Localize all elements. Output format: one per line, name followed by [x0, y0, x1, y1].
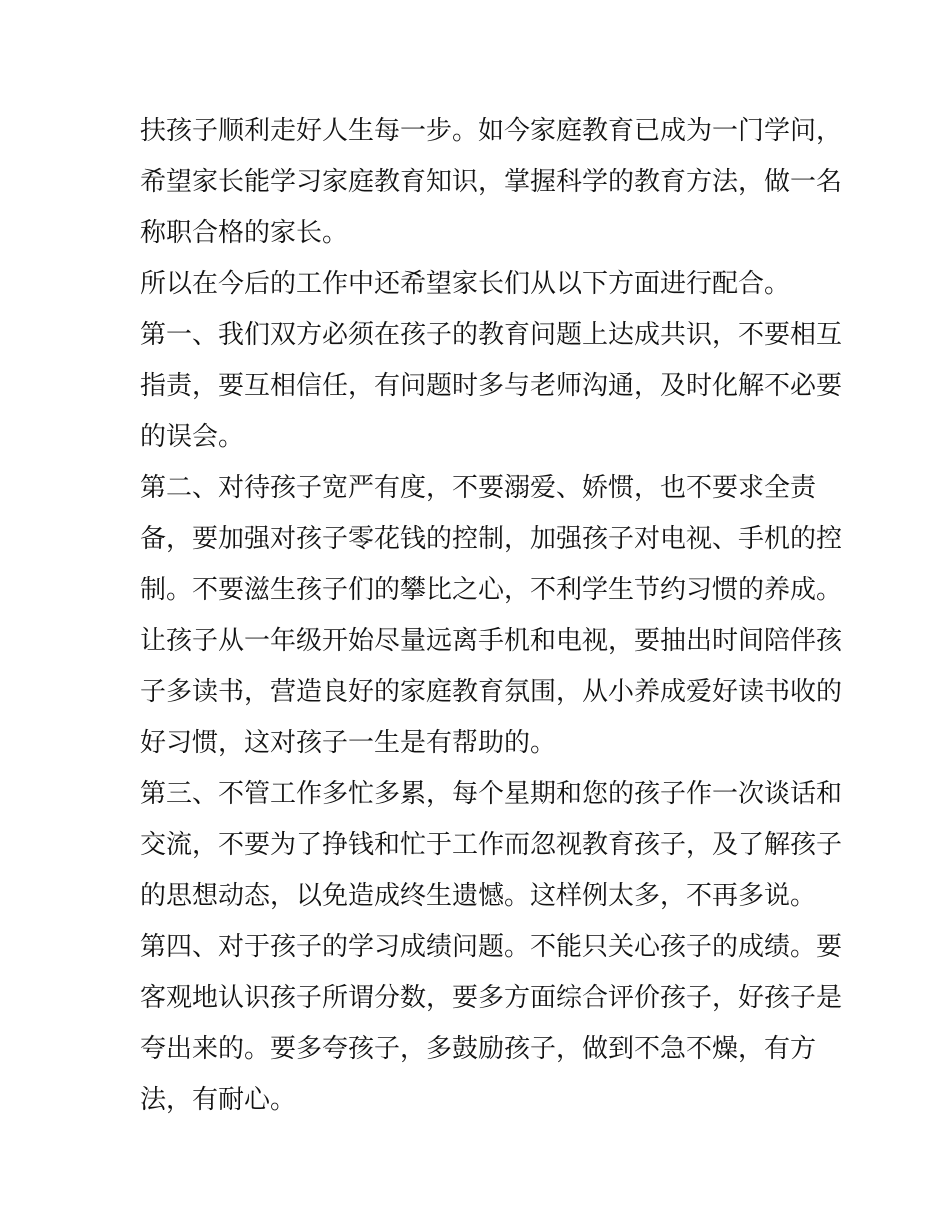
text-line: 备，要加强对孩子零花钱的控制，加强孩子对电视、手机的控 [140, 524, 843, 554]
text-line: 希望家长能学习家庭教育知识，掌握科学的教育方法，做一名 [140, 167, 843, 197]
text-line: 制。不要滋生孩子们的攀比之心，不利学生节约习惯的养成。 [140, 575, 843, 605]
text-line: 称职合格的家长。 [140, 218, 349, 248]
text-line: 的思想动态，以免造成终生遗憾。这样例太多，不再多说。 [140, 881, 817, 911]
text-line: 的误会。 [140, 422, 245, 452]
text-line: 夸出来的。要多夸孩子，多鼓励孩子，做到不急不燥，有方 [140, 1034, 817, 1064]
text-line: 好习惯，这对孩子一生是有帮助的。 [140, 728, 557, 758]
text-line: 第二、对待孩子宽严有度，不要溺爱、娇惯，也不要求全责 [140, 473, 817, 503]
text-line: 客观地认识孩子所谓分数，要多方面综合评价孩子，好孩子是 [140, 983, 843, 1013]
text-line: 交流，不要为了挣钱和忙于工作而忽视教育孩子，及了解孩子 [140, 830, 843, 860]
text-line: 第四、对于孩子的学习成绩问题。不能只关心孩子的成绩。要 [140, 932, 843, 962]
text-line: 让孩子从一年级开始尽量远离手机和电视，要抽出时间陪伴孩 [140, 626, 843, 656]
text-line: 第一、我们双方必须在孩子的教育问题上达成共识，不要相互 [140, 320, 843, 350]
body-text [140, 106, 843, 1126]
text-line: 法，有耐心。 [140, 1085, 297, 1115]
text-line: 扶孩子顺利走好人生每一步。如今家庭教育已成为一门学问， [140, 116, 843, 146]
text-line: 指责，要互相信任，有问题时多与老师沟通，及时化解不必要 [140, 371, 843, 401]
text-line: 所以在今后的工作中还希望家长们从以下方面进行配合。 [140, 269, 791, 299]
text-line: 子多读书，营造良好的家庭教育氛围，从小养成爱好读书收的 [140, 677, 843, 707]
text-line: 第三、不管工作多忙多累，每个星期和您的孩子作一次谈话和 [140, 779, 843, 809]
